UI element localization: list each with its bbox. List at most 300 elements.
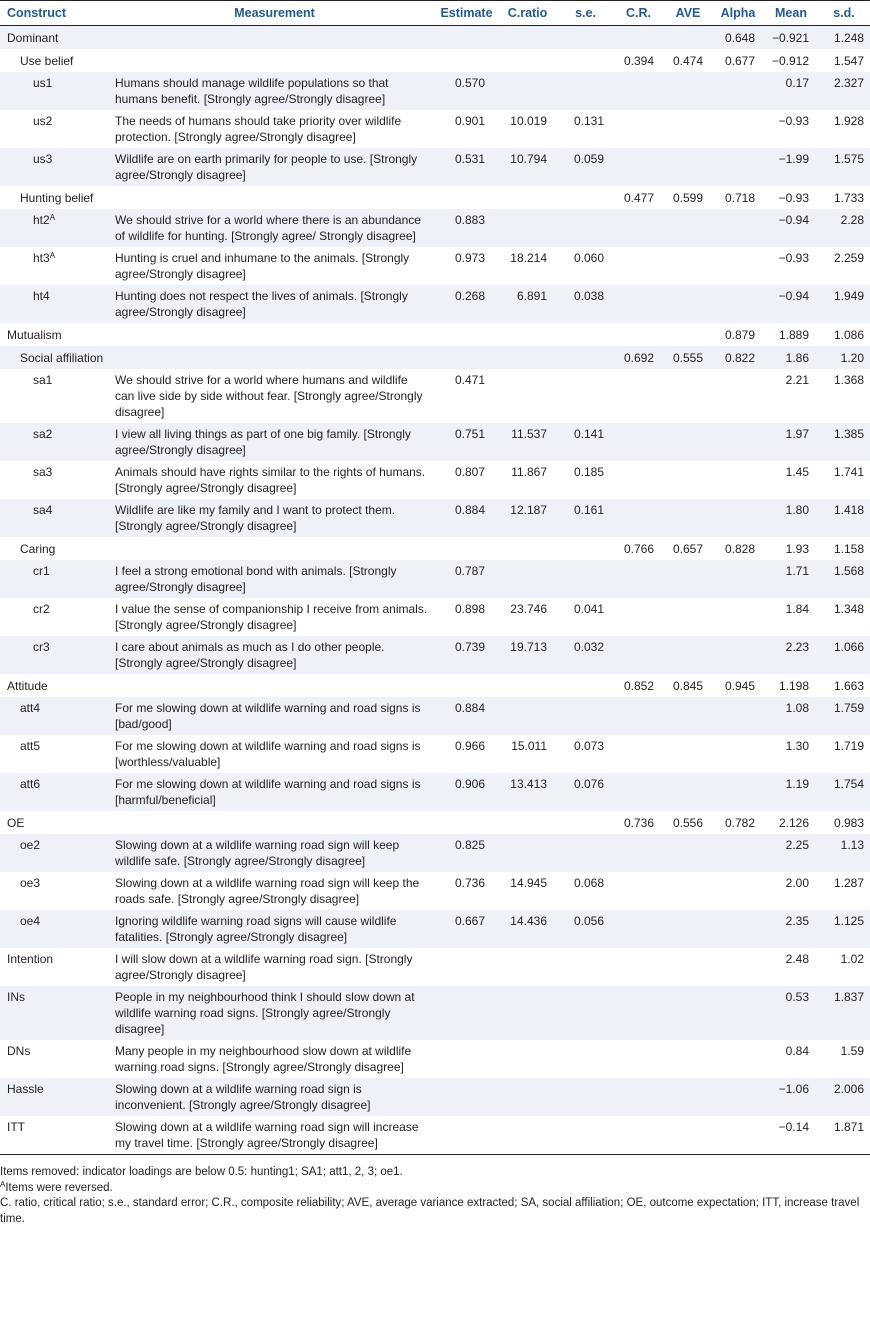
reversed-marker: A xyxy=(49,213,56,222)
table-row xyxy=(0,186,870,209)
cratio-cell xyxy=(497,186,558,209)
sd-cell: 1.754 xyxy=(818,773,870,811)
construct-cell xyxy=(0,636,113,674)
ave-cell xyxy=(664,636,712,674)
note-reversed-mark: A xyxy=(0,1179,6,1189)
table-row xyxy=(0,26,870,50)
measurement-cell xyxy=(113,323,436,346)
sd-cell: 1.837 xyxy=(818,986,870,1040)
construct-label: oe3 xyxy=(20,876,41,890)
measurement-cell: I care about animals as much as I do other people. [Strongly agree/Strongly disagree] xyxy=(113,636,436,674)
measurement-cell: I value the sense of companionship I receive from animals. [Strongly agree/Strongly disagree] xyxy=(113,598,436,636)
cratio-cell xyxy=(497,72,558,110)
construct-cell xyxy=(0,247,113,285)
cr-cell xyxy=(613,423,664,461)
cr-cell xyxy=(613,110,664,148)
ave-cell xyxy=(664,735,712,773)
mean-cell: 1.889 xyxy=(764,323,818,346)
ave-cell xyxy=(664,910,712,948)
measurement-cell xyxy=(113,346,436,369)
se-cell xyxy=(558,72,613,110)
cratio-cell: 18.214 xyxy=(497,247,558,285)
table-row xyxy=(0,323,870,346)
measurement-cell: Wildlife are on earth primarily for people to use. [Strongly agree/Strongly disagree] xyxy=(113,148,436,186)
estimate-cell: 0.973 xyxy=(436,247,497,285)
sd-cell: 2.327 xyxy=(818,72,870,110)
cratio-cell: 11.537 xyxy=(497,423,558,461)
cr-cell xyxy=(613,461,664,499)
construct-cell xyxy=(0,735,113,773)
estimate-cell: 0.751 xyxy=(436,423,497,461)
table-row xyxy=(0,49,870,72)
se-cell xyxy=(558,1078,613,1116)
estimate-cell: 0.268 xyxy=(436,285,497,323)
estimate-cell xyxy=(436,49,497,72)
alpha-cell xyxy=(712,872,764,910)
sd-cell: 1.125 xyxy=(818,910,870,948)
cr-cell xyxy=(613,773,664,811)
construct-label: Use belief xyxy=(20,53,74,68)
construct-cell xyxy=(0,499,113,537)
cratio-cell xyxy=(497,1040,558,1078)
measurement-cell: Slowing down at a wildlife warning road sign is inconvenient. [Strongly agree/Strongly disagree] xyxy=(113,1078,436,1116)
ave-cell xyxy=(664,560,712,598)
col-header-construct: Construct xyxy=(0,1,113,26)
table-row xyxy=(0,948,870,986)
se-cell: 0.141 xyxy=(558,423,613,461)
cr-cell xyxy=(613,986,664,1040)
se-cell: 0.073 xyxy=(558,735,613,773)
mean-cell: −0.94 xyxy=(764,285,818,323)
table-row xyxy=(0,697,870,735)
sd-cell: 1.287 xyxy=(818,872,870,910)
measurement-cell: The needs of humans should take priority over wildlife protection. [Strongly agree/Strongly disagree] xyxy=(113,110,436,148)
estimate-cell: 0.531 xyxy=(436,148,497,186)
measurement-cell: Many people in my neighbourhood slow down at wildlife warning road signs. [Strongly agree/Strongly disagree] xyxy=(113,1040,436,1078)
table-row xyxy=(0,423,870,461)
measurement-cell: Slowing down at a wildlife warning road sign will keep wildlife safe. [Strongly agree/Strongly disagree] xyxy=(113,834,436,872)
construct-cell xyxy=(0,1116,113,1155)
construct-cell xyxy=(0,323,113,346)
mean-cell: 2.25 xyxy=(764,834,818,872)
estimate-cell: 0.471 xyxy=(436,369,497,423)
alpha-cell xyxy=(712,369,764,423)
ave-cell xyxy=(664,1078,712,1116)
ave-cell xyxy=(664,110,712,148)
sd-cell: 1.59 xyxy=(818,1040,870,1078)
estimate-cell xyxy=(436,1116,497,1155)
construct-label: Caring xyxy=(20,541,56,556)
cr-cell: 0.477 xyxy=(613,186,664,209)
table-row xyxy=(0,1040,870,1078)
ave-cell xyxy=(664,697,712,735)
alpha-cell xyxy=(712,697,764,735)
estimate-cell xyxy=(436,811,497,834)
cratio-cell xyxy=(497,697,558,735)
se-cell: 0.038 xyxy=(558,285,613,323)
se-cell xyxy=(558,986,613,1040)
ave-cell xyxy=(664,986,712,1040)
table-row xyxy=(0,346,870,369)
construct-cell xyxy=(0,148,113,186)
ave-cell xyxy=(664,285,712,323)
measurement-cell: Ignoring wildlife warning road signs will cause wildlife fatalities. [Strongly agree/Strongly disagree] xyxy=(113,910,436,948)
ave-cell xyxy=(664,148,712,186)
col-header-measurement: Measurement xyxy=(113,1,436,26)
estimate-cell: 0.570 xyxy=(436,72,497,110)
construct-label: sa3 xyxy=(33,465,53,479)
cratio-cell: 23.746 xyxy=(497,598,558,636)
construct-label: ht3 xyxy=(33,251,50,265)
alpha-cell xyxy=(712,910,764,948)
cratio-cell: 19.713 xyxy=(497,636,558,674)
construct-label: cr3 xyxy=(33,640,50,654)
cratio-cell xyxy=(497,1078,558,1116)
construct-label: Attitude xyxy=(7,678,48,693)
se-cell xyxy=(558,674,613,697)
sd-cell: 1.02 xyxy=(818,948,870,986)
construct-cell xyxy=(0,26,113,50)
construct-label: us3 xyxy=(33,152,53,166)
construct-label: sa1 xyxy=(33,373,53,387)
ave-cell xyxy=(664,369,712,423)
cratio-cell xyxy=(497,1116,558,1155)
se-cell: 0.076 xyxy=(558,773,613,811)
construct-label: att4 xyxy=(20,701,41,715)
ave-cell xyxy=(664,499,712,537)
construct-cell xyxy=(0,423,113,461)
ave-cell: 0.556 xyxy=(664,811,712,834)
sd-cell: 1.741 xyxy=(818,461,870,499)
construct-cell xyxy=(0,560,113,598)
cr-cell xyxy=(613,148,664,186)
construct-label: INs xyxy=(7,990,25,1004)
se-cell xyxy=(558,49,613,72)
ave-cell xyxy=(664,323,712,346)
measurement-cell xyxy=(113,186,436,209)
note-reversed-text: Items were reversed. xyxy=(5,1181,113,1194)
ave-cell: 0.657 xyxy=(664,537,712,560)
col-header-mean: Mean xyxy=(764,1,818,26)
mean-cell: 2.00 xyxy=(764,872,818,910)
ave-cell: 0.474 xyxy=(664,49,712,72)
se-cell: 0.161 xyxy=(558,499,613,537)
measurement-cell xyxy=(113,537,436,560)
cr-cell xyxy=(613,948,664,986)
alpha-cell: 0.822 xyxy=(712,346,764,369)
cratio-cell xyxy=(497,369,558,423)
mean-cell: 2.126 xyxy=(764,811,818,834)
construct-cell xyxy=(0,811,113,834)
sd-cell: 1.547 xyxy=(818,49,870,72)
alpha-cell xyxy=(712,423,764,461)
se-cell: 0.068 xyxy=(558,872,613,910)
mean-cell: 2.35 xyxy=(764,910,818,948)
alpha-cell xyxy=(712,773,764,811)
sd-cell: 0.983 xyxy=(818,811,870,834)
cr-cell xyxy=(613,285,664,323)
sd-cell: 1.568 xyxy=(818,560,870,598)
cratio-cell xyxy=(497,986,558,1040)
col-header-cratio: C.ratio xyxy=(497,1,558,26)
ave-cell: 0.845 xyxy=(664,674,712,697)
construct-cell xyxy=(0,537,113,560)
sd-cell: 1.385 xyxy=(818,423,870,461)
ave-cell xyxy=(664,461,712,499)
measurement-cell: Animals should have rights similar to the rights of humans. [Strongly agree/Strongly disagree] xyxy=(113,461,436,499)
alpha-cell: 0.648 xyxy=(712,26,764,50)
cr-cell xyxy=(613,72,664,110)
estimate-cell xyxy=(436,986,497,1040)
se-cell: 0.131 xyxy=(558,110,613,148)
alpha-cell: 0.828 xyxy=(712,537,764,560)
col-header-cr: C.R. xyxy=(613,1,664,26)
cr-cell: 0.852 xyxy=(613,674,664,697)
alpha-cell xyxy=(712,598,764,636)
se-cell: 0.185 xyxy=(558,461,613,499)
cr-cell xyxy=(613,1078,664,1116)
estimate-cell: 0.884 xyxy=(436,499,497,537)
estimate-cell xyxy=(436,1078,497,1116)
cratio-cell xyxy=(497,323,558,346)
sd-cell: 1.871 xyxy=(818,1116,870,1155)
mean-cell: 1.71 xyxy=(764,560,818,598)
cr-cell xyxy=(613,26,664,50)
alpha-cell xyxy=(712,986,764,1040)
construct-cell xyxy=(0,209,113,247)
table-row xyxy=(0,209,870,247)
construct-label: Mutualism xyxy=(7,327,62,342)
table-row xyxy=(0,247,870,285)
estimate-cell xyxy=(436,186,497,209)
cratio-cell: 15.011 xyxy=(497,735,558,773)
ave-cell xyxy=(664,1116,712,1155)
mean-cell: −1.99 xyxy=(764,148,818,186)
construct-cell xyxy=(0,346,113,369)
reversed-marker: A xyxy=(49,251,56,260)
alpha-cell xyxy=(712,735,764,773)
table-row xyxy=(0,537,870,560)
alpha-cell xyxy=(712,461,764,499)
construct-cell xyxy=(0,72,113,110)
cr-cell xyxy=(613,1116,664,1155)
cr-cell xyxy=(613,872,664,910)
cratio-cell xyxy=(497,49,558,72)
measurement-cell: For me slowing down at wildlife warning and road signs is [harmful/beneficial] xyxy=(113,773,436,811)
cratio-cell xyxy=(497,834,558,872)
table-row xyxy=(0,461,870,499)
ave-cell xyxy=(664,26,712,50)
table-row xyxy=(0,773,870,811)
alpha-cell xyxy=(712,247,764,285)
sd-cell: 1.368 xyxy=(818,369,870,423)
measurement-cell: Slowing down at a wildlife warning road sign will increase my travel time. [Strongly agree/Strongly disagree] xyxy=(113,1116,436,1155)
table-row xyxy=(0,110,870,148)
construct-cell xyxy=(0,986,113,1040)
cr-cell xyxy=(613,834,664,872)
measurement-cell xyxy=(113,49,436,72)
construct-cell xyxy=(0,834,113,872)
cratio-cell: 14.945 xyxy=(497,872,558,910)
cr-cell xyxy=(613,209,664,247)
alpha-cell: 0.718 xyxy=(712,186,764,209)
measurement-cell xyxy=(113,26,436,50)
construct-label: DNs xyxy=(7,1044,31,1058)
ave-cell xyxy=(664,598,712,636)
cr-cell xyxy=(613,598,664,636)
mean-cell: 1.19 xyxy=(764,773,818,811)
se-cell xyxy=(558,186,613,209)
alpha-cell xyxy=(712,499,764,537)
mean-cell: 0.84 xyxy=(764,1040,818,1078)
sd-cell: 2.259 xyxy=(818,247,870,285)
se-cell xyxy=(558,209,613,247)
cr-cell xyxy=(613,499,664,537)
construct-label: cr2 xyxy=(33,602,50,616)
measurement-cell xyxy=(113,811,436,834)
table-row xyxy=(0,674,870,697)
mean-cell: −0.921 xyxy=(764,26,818,50)
estimate-cell xyxy=(436,26,497,50)
ave-cell xyxy=(664,423,712,461)
cratio-cell xyxy=(497,537,558,560)
estimate-cell: 0.884 xyxy=(436,697,497,735)
ave-cell: 0.555 xyxy=(664,346,712,369)
se-cell xyxy=(558,811,613,834)
alpha-cell xyxy=(712,1078,764,1116)
estimate-cell xyxy=(436,1040,497,1078)
measurement-cell: For me slowing down at wildlife warning and road signs is [bad/good] xyxy=(113,697,436,735)
table-row xyxy=(0,872,870,910)
construct-cell xyxy=(0,910,113,948)
measurement-cell: People in my neighbourhood think I should slow down at wildlife warning road signs. [Strongly agree/Strongly disagree] xyxy=(113,986,436,1040)
cr-cell xyxy=(613,247,664,285)
mean-cell: −0.93 xyxy=(764,186,818,209)
mean-cell: 1.97 xyxy=(764,423,818,461)
cratio-cell xyxy=(497,560,558,598)
estimate-cell: 0.901 xyxy=(436,110,497,148)
measurement-cell: For me slowing down at wildlife warning and road signs is [worthless/valuable] xyxy=(113,735,436,773)
construct-cell xyxy=(0,1078,113,1116)
construct-cell xyxy=(0,773,113,811)
construct-cell xyxy=(0,598,113,636)
table-notes xyxy=(0,1155,870,1227)
cr-cell: 0.736 xyxy=(613,811,664,834)
construct-cell xyxy=(0,697,113,735)
measurement-cell xyxy=(113,674,436,697)
construct-cell xyxy=(0,1040,113,1078)
measurement-cell: Wildlife are like my family and I want to protect them. [Strongly agree/Strongly disagree] xyxy=(113,499,436,537)
table-row xyxy=(0,1078,870,1116)
mean-cell: −1.06 xyxy=(764,1078,818,1116)
sd-cell: 1.719 xyxy=(818,735,870,773)
estimate-cell: 0.787 xyxy=(436,560,497,598)
sd-cell: 1.575 xyxy=(818,148,870,186)
alpha-cell xyxy=(712,209,764,247)
sd-cell: 2.28 xyxy=(818,209,870,247)
ave-cell: 0.599 xyxy=(664,186,712,209)
cratio-cell xyxy=(497,811,558,834)
ave-cell xyxy=(664,247,712,285)
sd-cell: 2.006 xyxy=(818,1078,870,1116)
cr-cell xyxy=(613,910,664,948)
construct-cell xyxy=(0,369,113,423)
estimate-cell xyxy=(436,346,497,369)
mean-cell: −0.14 xyxy=(764,1116,818,1155)
cratio-cell xyxy=(497,346,558,369)
cr-cell xyxy=(613,369,664,423)
alpha-cell xyxy=(712,948,764,986)
se-cell xyxy=(558,1116,613,1155)
table-body xyxy=(0,26,870,1155)
se-cell xyxy=(558,26,613,50)
se-cell: 0.032 xyxy=(558,636,613,674)
alpha-cell xyxy=(712,560,764,598)
se-cell xyxy=(558,323,613,346)
note-abbreviations: C. ratio, critical ratio; s.e., standard error; C.R., composite reliability; AVE, average variance extracted; SA, social affiliation; OE, outcome expectation; ITT, increase travel time. xyxy=(0,1197,860,1225)
construct-cell xyxy=(0,674,113,697)
alpha-cell xyxy=(712,636,764,674)
ave-cell xyxy=(664,872,712,910)
measurement-cell: I will slow down at a wildlife warning road sign. [Strongly agree/Strongly disagree] xyxy=(113,948,436,986)
construct-label: Intention xyxy=(7,952,54,966)
measurement-cell: I view all living things as part of one big family. [Strongly agree/Strongly disagree] xyxy=(113,423,436,461)
mean-cell: −0.93 xyxy=(764,110,818,148)
estimate-cell: 0.825 xyxy=(436,834,497,872)
table-row xyxy=(0,499,870,537)
cratio-cell: 10.794 xyxy=(497,148,558,186)
construct-label: Social affiliation xyxy=(20,350,104,365)
estimate-cell: 0.898 xyxy=(436,598,497,636)
construct-cell xyxy=(0,948,113,986)
estimate-cell xyxy=(436,948,497,986)
table-row xyxy=(0,834,870,872)
table-row xyxy=(0,72,870,110)
mean-cell: 1.45 xyxy=(764,461,818,499)
measurement-cell: We should strive for a world where there is an abundance of wildlife for hunting. [Strongly agree/ Strongly disagree] xyxy=(113,209,436,247)
ave-cell xyxy=(664,834,712,872)
alpha-cell xyxy=(712,834,764,872)
sd-cell: 1.13 xyxy=(818,834,870,872)
ave-cell xyxy=(664,209,712,247)
construct-cell xyxy=(0,872,113,910)
col-header-sd: s.d. xyxy=(818,1,870,26)
estimate-cell: 0.667 xyxy=(436,910,497,948)
estimate-cell xyxy=(436,323,497,346)
construct-label: Hassle xyxy=(7,1082,44,1096)
cratio-cell: 12.187 xyxy=(497,499,558,537)
se-cell: 0.059 xyxy=(558,148,613,186)
col-header-ave: AVE xyxy=(664,1,712,26)
estimate-cell: 0.807 xyxy=(436,461,497,499)
mean-cell: 1.08 xyxy=(764,697,818,735)
se-cell xyxy=(558,697,613,735)
table-row xyxy=(0,1116,870,1155)
mean-cell: −0.93 xyxy=(764,247,818,285)
table-row xyxy=(0,986,870,1040)
table-row xyxy=(0,598,870,636)
cratio-cell: 13.413 xyxy=(497,773,558,811)
table-row xyxy=(0,910,870,948)
alpha-cell: 0.945 xyxy=(712,674,764,697)
cr-cell xyxy=(613,560,664,598)
alpha-cell xyxy=(712,72,764,110)
sd-cell: 1.248 xyxy=(818,26,870,50)
measurement-cell: We should strive for a world where humans and wildlife can live side by side without fear. [Strongly agree/Strongly disagree] xyxy=(113,369,436,423)
table-row xyxy=(0,735,870,773)
sd-cell: 1.949 xyxy=(818,285,870,323)
mean-cell: 0.17 xyxy=(764,72,818,110)
